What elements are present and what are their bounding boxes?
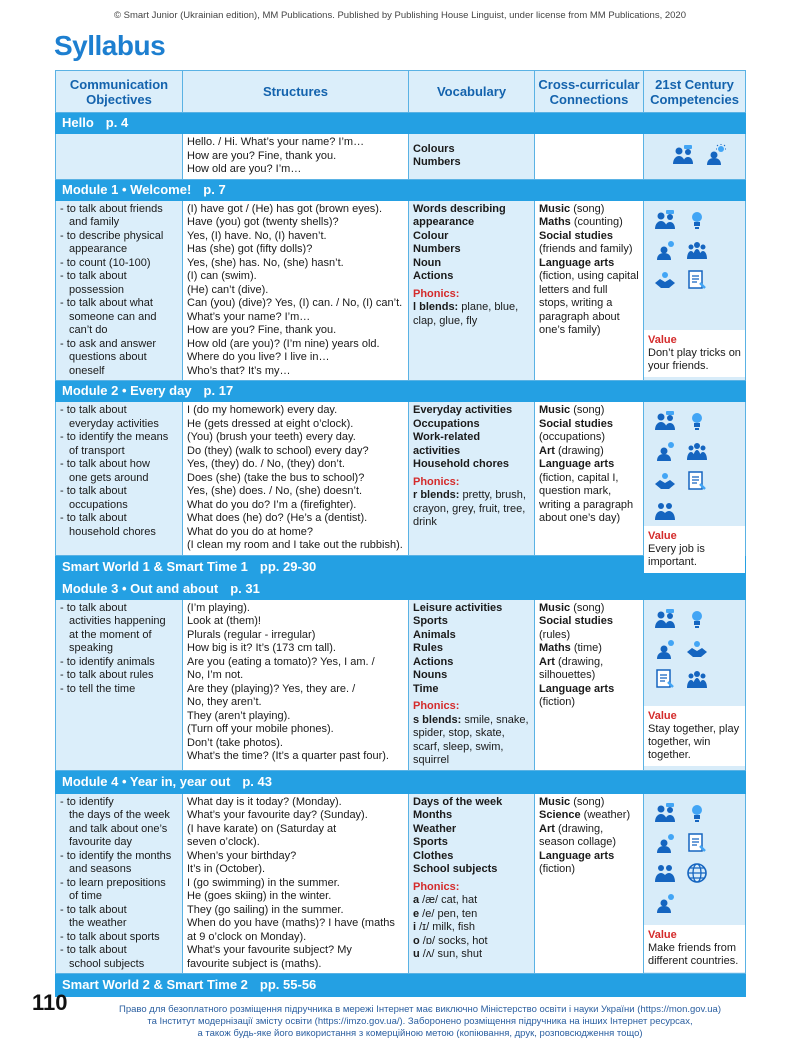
module-title: Hello bbox=[62, 115, 94, 130]
module2-objectives: - to talk about everyday activities - to identify the means of transport - to talk about how one gets around - to talk about occupations - to talk about household chores bbox=[56, 402, 183, 556]
handshake-icon bbox=[654, 269, 676, 291]
header-competencies: 21st Century Competencies bbox=[644, 71, 746, 113]
module1-vocabulary: Words describing appearance Colour Numbers Noun Actions Phonics: l blends: plane, blue, clap, glue, fly bbox=[409, 200, 535, 381]
idea-person-icon bbox=[654, 832, 676, 854]
header-vocabulary: Vocabulary bbox=[409, 71, 535, 113]
header-row bbox=[56, 71, 746, 113]
value-box: Value Don’t play tricks on your friends. bbox=[644, 330, 745, 377]
idea-person-icon bbox=[654, 239, 676, 261]
document-icon bbox=[686, 269, 708, 291]
module4-structures: What day is it today? (Monday). What’s your favourite day? (Sunday). (I have karate) on (Saturday at seven o’clock). When’s your birthday? It’s in (October). I (go swimming) in the summer. He (goes skiing) in the winter. They (go sailing) in the summer. When do you have (maths)? I have (maths at 9 o’clock on Monday). What’s your favourite subject? My favourite subject is (maths). bbox=[183, 793, 409, 974]
module4-cross: Music (song) Science (weather) Art (drawing, season collage) Language arts (fiction) bbox=[535, 793, 644, 974]
idea-person-icon bbox=[654, 892, 676, 914]
module-bar-hello bbox=[56, 113, 746, 134]
value-box: Value Make friends from different countries. bbox=[644, 925, 745, 972]
module1-structures: (I) have got / (He) has got (brown eyes). Have (you) got (twenty shells)? Yes, (I) have. No, (I) haven’t. Has (she) got (fifty dolls)? Yes, (she) has. No, (she) hasn’t. (I) can (swim). (He) can’t (dive). Can (you) (dive)? Yes, (I) can. / No, (I) can’t. What’s your name? I’m… How are you? Fine, thank you. How old (are you)? (I’m nine) years old. Where do you live? I live in… Who’s that? It’s my… bbox=[183, 200, 409, 381]
module1-cross: Music (song) Maths (counting) Social studies (friends and family) Language arts (fiction, using capital letters and full stops, writing a paragraph about one’s family) bbox=[535, 200, 644, 381]
module3-vocabulary: Leisure activities Sports Animals Rules Actions Nouns Time Phonics: s blends: smile, snake, spider, stop, skate, scarf, sleep, swim, squirrel bbox=[409, 599, 535, 770]
hello-competencies bbox=[644, 134, 746, 180]
value-box: Value Every job is important. bbox=[644, 526, 745, 573]
module2-competencies bbox=[644, 402, 746, 568]
idea-person-icon bbox=[686, 608, 708, 630]
module1-objectives: - to talk about friends and family - to describe physical appearance - to count (10-100) - to talk about possession - to talk about what someone can and can’t do - to ask and answer questions about oneself bbox=[56, 200, 183, 381]
group-icon bbox=[654, 862, 676, 884]
module-bar-1: Module 1 • Welcome! p. 7 bbox=[56, 179, 746, 200]
idea-person-icon bbox=[686, 209, 708, 231]
group-icon bbox=[686, 239, 708, 261]
document-icon bbox=[686, 832, 708, 854]
people-talk-icon bbox=[654, 608, 676, 630]
people-talk-icon bbox=[672, 144, 694, 166]
people-talk-icon bbox=[654, 802, 676, 824]
module3-structures: (I’m playing). Look at (them)! Plurals (regular - irregular) How big is it? It’s (173 cm tall). Are you (eating a tomato)? Yes, I am. / No, I’m not. Are they (playing)? Yes, they are. / No, they aren’t. They (aren’t playing). (Turn off your mobile phones). Don’t (take photos). What’s the time? (It’s a quarter past four). bbox=[183, 599, 409, 770]
syllabus-table bbox=[55, 70, 746, 997]
group-icon bbox=[686, 668, 708, 690]
module2-vocabulary: Everyday activities Occupations Work-related activities Household chores Phonics: r blends: pretty, brush, crayon, grey, fruit, tree, drink bbox=[409, 402, 535, 556]
people-talk-icon bbox=[654, 410, 676, 432]
page-title: Syllabus bbox=[54, 30, 166, 61]
globe-icon bbox=[686, 862, 708, 884]
module4-competencies bbox=[644, 793, 746, 974]
idea-person-icon bbox=[686, 802, 708, 824]
smart-bar-2: Smart World 2 & Smart Time 2 pp. 55-56 bbox=[56, 974, 746, 997]
hello-row bbox=[56, 134, 746, 180]
module3-cross: Music (song) Social studies (rules) Maths (time) Art (drawing, silhouettes) Language arts (fiction) bbox=[535, 599, 644, 770]
header-cross-curricular: Cross-curricular Connections bbox=[535, 71, 644, 113]
module3-competencies bbox=[644, 599, 746, 770]
module1-row bbox=[56, 200, 746, 381]
idea-person-icon bbox=[686, 410, 708, 432]
module-bar-3: Module 3 • Out and about p. 31 bbox=[56, 578, 746, 599]
module-bar-4: Module 4 • Year in, year out p. 43 bbox=[56, 770, 746, 793]
people-talk-icon bbox=[654, 209, 676, 231]
module-bar-2: Module 2 • Every day p. 17 bbox=[56, 381, 746, 402]
page-number: 110 bbox=[32, 990, 68, 1015]
smart-bar-1: Smart World 1 & Smart Time 1 pp. 29-30 bbox=[56, 555, 746, 578]
idea-person-icon bbox=[704, 144, 726, 166]
header-objectives: Communication Objectives bbox=[56, 71, 183, 113]
document-icon bbox=[686, 470, 708, 492]
module2-row bbox=[56, 402, 746, 556]
module-page: p. 4 bbox=[105, 115, 129, 130]
module2-structures: I (do my homework) every day. He (gets dressed at eight o’clock). (You) (brush your teeth) every day. Do (they) (walk to school) every day? Yes, (they) do. / No, (they) don’t. Does (she) (take the bus to school)? Yes, (she) does. / No, (she) doesn’t. What do you do? I’m a (firefighter). What does (he) do? (He’s a (dentist). What do you do at home? (I clean my room and I take out the rubbish). bbox=[183, 402, 409, 556]
header-structures: Structures bbox=[183, 71, 409, 113]
footer-note: Право для безоплатного розміщення підручника в мережі Інтернет має виключно Міністерство освіти і науки України (https://mon.gov.ua) та Інститут модернізації змісту освіти (https://imzo.gov.ua/). Заборонено розміщення підручника на інших Інтернет ресурсах, а також будь-яке його використання з комерційною метою (копіювання, друк, розповсюдження тощо) bbox=[119, 1004, 721, 1039]
hello-cross bbox=[535, 134, 644, 180]
hello-objectives bbox=[56, 134, 183, 180]
value-box: Value Stay together, play together, win together. bbox=[644, 706, 745, 766]
hello-structures: Hello. / Hi. What’s your name? I’m… How are you? Fine, thank you. How old are you? I’m… bbox=[183, 134, 409, 180]
handshake-icon bbox=[654, 470, 676, 492]
module1-competencies bbox=[644, 200, 746, 381]
module3-row bbox=[56, 599, 746, 770]
handshake-icon bbox=[686, 638, 708, 660]
group-icon bbox=[686, 440, 708, 462]
module3-objectives: - to talk about activities happening at the moment of speaking - to identify animals - to talk about rules - to tell the time bbox=[56, 599, 183, 770]
group-icon bbox=[654, 500, 676, 522]
hello-vocabulary: Colours Numbers bbox=[409, 134, 535, 180]
copyright-line: © Smart Junior (Ukrainian edition), MM Publications. Published by Publishing House Linguist, under license from MM Publications, 2020 bbox=[114, 10, 686, 21]
module2-cross: Music (song) Social studies (occupations) Art (drawing) Language arts (fiction, capital I, question mark, writing a paragraph about one’s day) bbox=[535, 402, 644, 556]
module4-row bbox=[56, 793, 746, 974]
module4-vocabulary: Days of the week Months Weather Sports Clothes School subjects Phonics: a /æ/ cat, hat e /e/ pen, ten i /ɪ/ milk, fish o /ɒ/ socks, hot u /ʌ/ sun, shut bbox=[409, 793, 535, 974]
document-icon bbox=[654, 668, 676, 690]
idea-person-icon bbox=[654, 638, 676, 660]
idea-person-icon bbox=[654, 440, 676, 462]
module4-objectives: - to identify the days of the week and talk about one’s favourite day - to identify the months and seasons - to learn prepositions of time - to talk about the weather - to talk about sports - to talk about school subjects bbox=[56, 793, 183, 974]
